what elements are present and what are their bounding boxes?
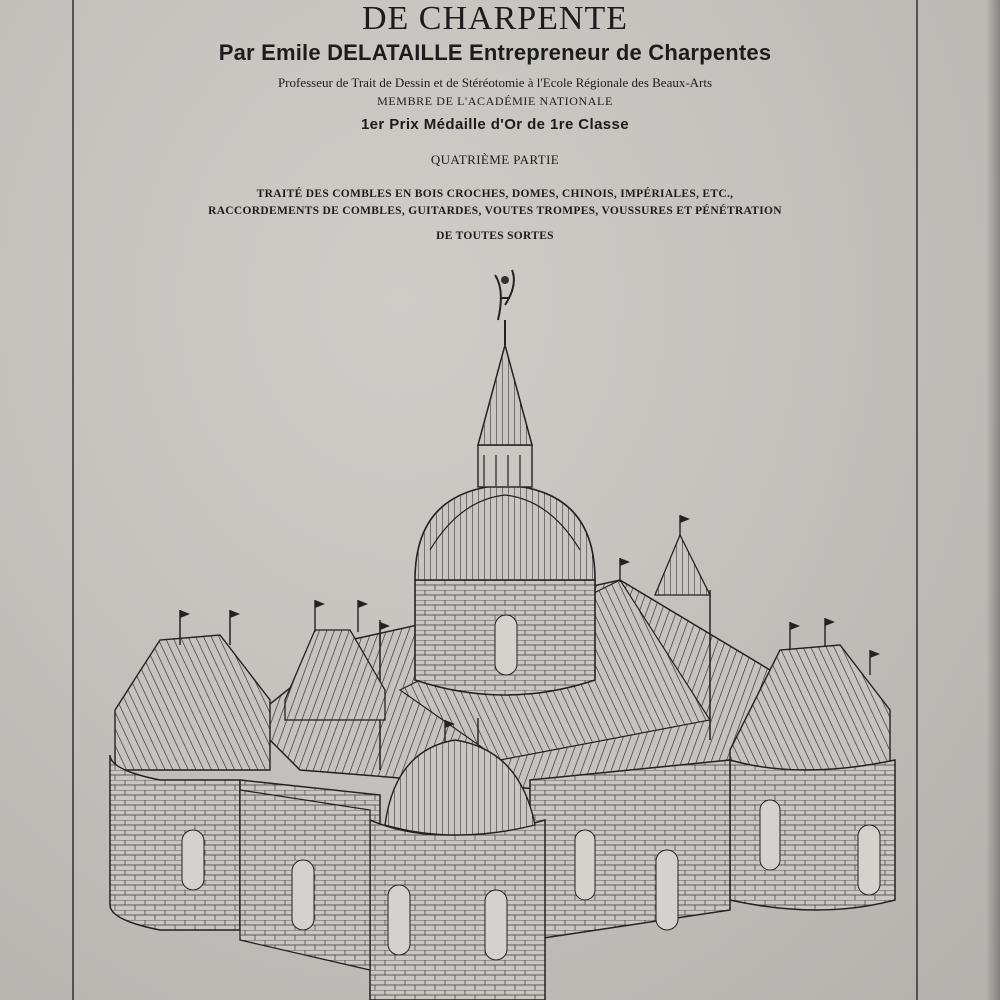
central-spire <box>478 345 532 445</box>
cover-title: DE CHARPENTE <box>361 0 629 37</box>
subtitle-line-3: DE TOUTES SORTES <box>436 230 554 242</box>
border-line-left <box>72 0 74 1000</box>
central-wall-right <box>530 760 730 940</box>
page-edge-shadow <box>986 0 1000 1000</box>
professor-line: Professeur de Trait de Dessin et de Stéréotomie à l'Ecole Régionale des Beaux-Arts <box>277 75 713 90</box>
subtitle-line-2: RACCORDEMENTS DE COMBLES, GUITARDES, VOUTES TROMPES, VOUSSURES ET PÉNÉTRATION <box>208 205 782 217</box>
member-line: MEMBRE DE L'ACADÉMIE NATIONALE <box>377 94 613 108</box>
subtitle-line-1: TRAITÉ DES COMBLES EN BOIS CROCHES, DOMES, CHINOIS, IMPÉRIALES, ETC., <box>256 188 734 200</box>
building-illustration <box>100 250 910 1000</box>
part-label: QUATRIÈME PARTIE <box>430 152 560 167</box>
left-pavilion-roof <box>115 635 270 770</box>
author-line: Par Emile DELATAILLE Entrepreneur de Charpentes <box>218 40 772 65</box>
prize-line: 1er Prix Médaille d'Or de 1re Classe <box>360 116 630 133</box>
lantern <box>478 445 532 487</box>
border-line-right <box>916 0 918 1000</box>
left-pavilion-wall <box>110 755 240 930</box>
